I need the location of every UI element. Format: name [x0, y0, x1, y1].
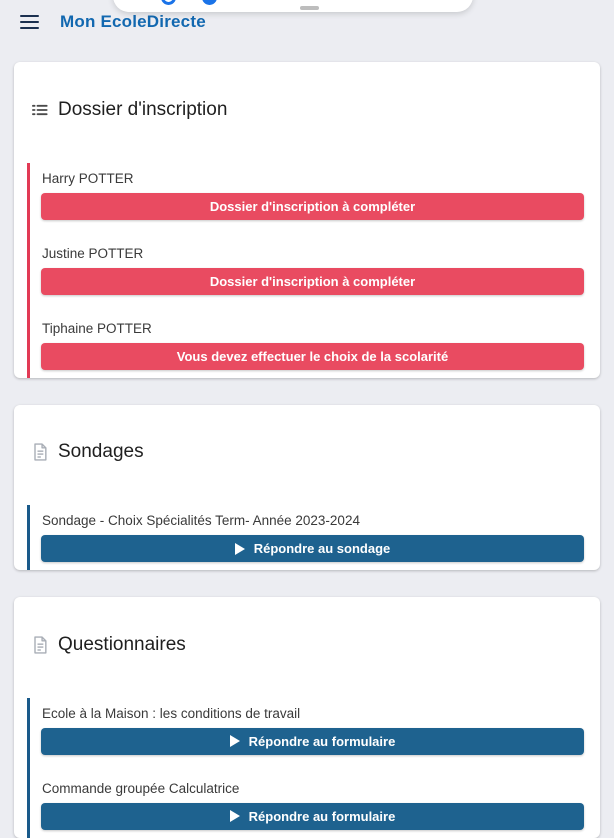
item-action-button[interactable]: Vous devez effectuer le choix de la scolarité [41, 343, 584, 370]
list-item [41, 321, 584, 370]
play-icon [230, 735, 240, 747]
list-item [41, 171, 584, 220]
item-label: Harry POTTER [42, 170, 134, 186]
item-action-button[interactable]: Répondre au formulaire [41, 728, 584, 755]
menu-icon[interactable] [20, 15, 39, 29]
item-label: Commande groupée Calculatrice [42, 780, 240, 796]
list-item [41, 246, 584, 295]
section-card-dossier-inscription [14, 62, 600, 378]
section-card-sondages [14, 405, 600, 571]
section-header [14, 62, 600, 137]
section-title: Questionnaires [58, 633, 186, 655]
list-item [41, 781, 584, 830]
section-title: Dossier d'inscription [58, 98, 228, 120]
section-card-questionnaires [14, 597, 600, 838]
section-items [27, 163, 584, 378]
item-action-button[interactable]: Répondre au sondage [41, 535, 584, 562]
content [0, 44, 614, 838]
section-header [14, 405, 600, 480]
play-icon [230, 810, 240, 822]
list-item [41, 513, 584, 562]
section-items [27, 505, 584, 570]
item-action-button[interactable]: Dossier d'inscription à compléter [41, 268, 584, 295]
section-header [14, 597, 600, 672]
section-title: Sondages [58, 441, 144, 463]
document-icon [30, 442, 50, 462]
item-action-button[interactable]: Dossier d'inscription à compléter [41, 193, 584, 220]
list-item [41, 706, 584, 755]
item-label: Sondage - Choix Spécialités Term- Année 2023-2024 [42, 513, 360, 529]
play-icon [235, 543, 245, 555]
app-title: Mon EcoleDirecte [60, 12, 206, 31]
list-icon [30, 100, 50, 120]
item-label: Ecole à la Maison : les conditions de travail [42, 705, 301, 721]
system-sheet-peek[interactable] [113, 0, 473, 12]
item-label: Justine POTTER [42, 245, 144, 261]
section-items [27, 698, 584, 838]
blue-dot-icon [202, 0, 217, 5]
drag-handle-icon[interactable] [300, 6, 319, 10]
blue-ring-icon [161, 0, 176, 5]
document-icon [30, 635, 50, 655]
item-action-button[interactable]: Répondre au formulaire [41, 803, 584, 830]
item-label: Tiphaine POTTER [42, 320, 152, 336]
